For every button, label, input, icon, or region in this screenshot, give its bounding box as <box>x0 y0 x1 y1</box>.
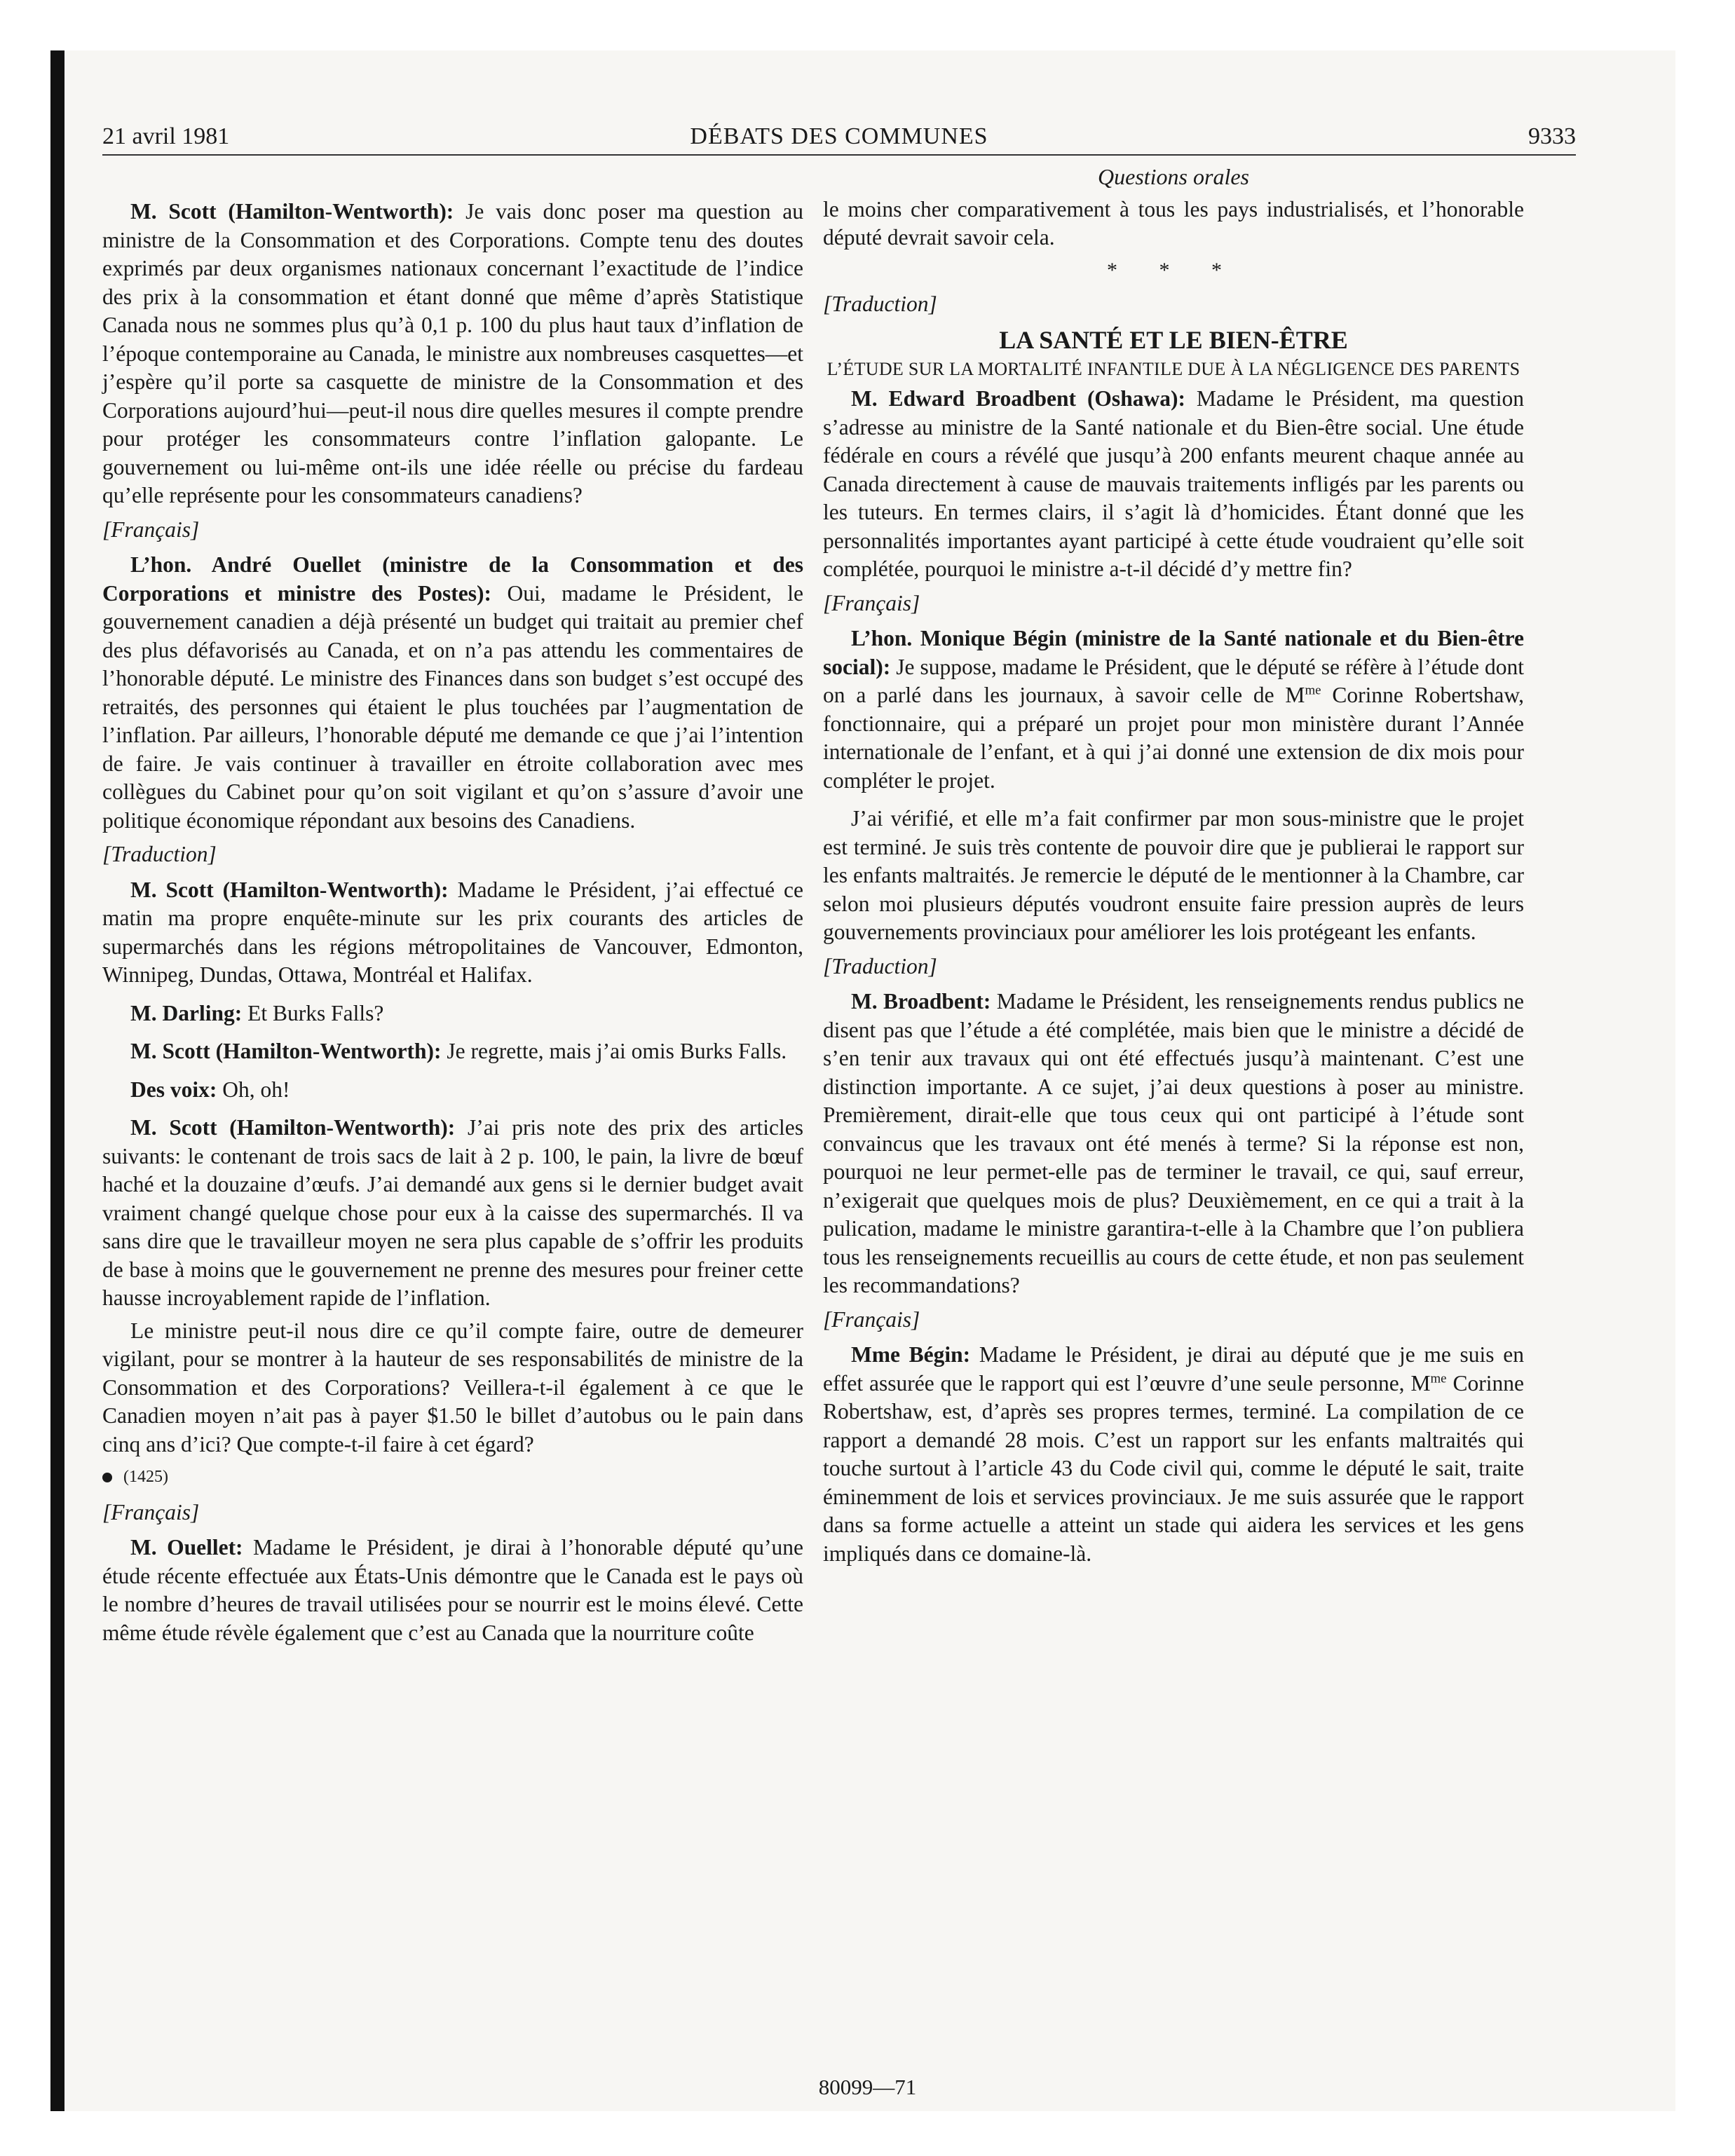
paragraph: Le ministre peut-il nous dire ce qu’il compte faire, outre de demeurer vigilant, pour se montrer à la hauteur de ses responsabilités de ministre de la Consommation et des Corporations? Veillera-t-il également à ce que le Canadien moyen n’ait pas à payer $1.50 le billet d’autobus ou le pain dans cinq ans d’ici? Que compte-t-il faire à cet égard? <box>102 1318 803 1456</box>
speaker: M. Edward Broadbent (Oshawa): <box>851 386 1185 411</box>
superscript: me <box>1430 1371 1447 1386</box>
language-tag: [Français] <box>823 590 920 615</box>
speech-text: Oh, oh! <box>217 1077 290 1102</box>
header-date: 21 avril 1981 <box>102 123 230 149</box>
speech-text: Madame le Président, j’ai effectué ce matin ma propre enquête-minute sur les prix courants des articles de supermarchés dans les régions métropolitaines de Vancouver, Edmonton, Winnipeg, Dundas, Ottawa, Montréal et Halifax. <box>102 877 803 987</box>
speaker: M. Scott (Hamilton-Wentworth): <box>130 1115 456 1140</box>
paragraph <box>102 551 803 835</box>
paragraph <box>823 385 1524 584</box>
speech-text: Madame le Président, ma question s’adresse au ministre de la Santé nationale et du Bien-être social. Une étude fédérale en cours a révélé que jusqu’à 200 enfants meurent chaque année au Canada directement à cause de mauvais traitements infligés par les parents ou les tuteurs. En termes clairs, il s’agit là d’homicides. Étant donné que les personnalités importantes ayant participé à cette étude voudraient qu’elle soit complétée, pourquoi le ministre a-t-il décidé d’y mettre fin? <box>823 386 1524 581</box>
speaker: M. Scott (Hamilton-Wentworth): <box>130 877 449 902</box>
paragraph <box>102 198 803 510</box>
section-title: LA SANTÉ ET LE BIEN-ÊTRE <box>999 325 1348 354</box>
paragraph: J’ai vérifié, et elle m’a fait confirmer par mon sous-ministre que le projet est terminé. Je suis très contente de pouvoir dire que je publierai le rapport sur les enfants maltraités. Je remercie le député de le mentionner à la Chambre, car selon moi plusieurs députés voudront ensuite faire pression auprès de leurs gouvernements provinciaux pour améliorer les lois protégeant les enfants. <box>823 806 1524 944</box>
language-tag: [Français] <box>823 1306 920 1332</box>
page-header <box>102 118 1576 156</box>
speaker: M. Scott (Hamilton-Wentworth): <box>130 1039 442 1063</box>
speaker: Mme Bégin: <box>851 1342 971 1367</box>
speech-text: J’ai pris note des prix des articles suivants: le contenant de trois sacs de lait à 2 p. 100, le pain, la livre de bœuf haché et la douzaine d’œufs. J’ai demandé aux gens si le dernier budget avait vraiment changé quelque chose pour eux à la caisse des supermarchés. Il va sans dire que le travailleur moyen ne sera plus capable de s’offrir les produits de base à moins que le gouvernement ne prenne des mesures pour freiner cette hausse incroyablement rapide de l’inflation. <box>102 1115 803 1310</box>
language-tag: [Français] <box>102 1499 200 1524</box>
left-column <box>102 198 803 1651</box>
bullet-icon <box>102 1473 112 1482</box>
paragraph <box>102 1534 803 1647</box>
page-footer-code: 80099—71 <box>818 2075 917 2099</box>
speaker: M. Broadbent: <box>851 989 991 1014</box>
speech-text: Corinne Robertshaw, fonctionnaire, qui a préparé un projet pour mon ministère durant l’Année internationale de l’enfant, et à qui j’ai donné une extension de dix mois pour compléter le projet. <box>823 683 1524 793</box>
paragraph <box>823 625 1524 795</box>
speech-text: Je vais donc poser ma question au ministre de la Consommation et des Corporations. Compte tenu des doutes exprimés par deux organismes nationaux concernant l’exactitude de l’indice des prix à la consommation et étant donné que même d’après Statistique Canada nous ne sommes plus qu’à 0,1 p. 100 du plus haut taux d’inflation de l’époque contemporaine au Canada, le ministre aux nombreuses casquettes—et j’espère qu’il porte sa casquette de ministre de la Consommation et des Corporations aujourd’hui—peut-il nous dire quelles mesures il compte prendre pour protéger les consommateurs contre l’inflation galopante. Le gouvernement ou lui-même ont-ils une idée réelle ou précise du fardeau qu’elle représente pour les consommateurs canadiens? <box>102 199 803 507</box>
header-title: DÉBATS DES COMMUNES <box>690 123 988 149</box>
time-text: (1425) <box>123 1468 168 1486</box>
speaker: M. Scott (Hamilton-Wentworth): <box>130 199 454 224</box>
language-tag: [Traduction] <box>823 292 937 316</box>
paragraph <box>102 1114 803 1313</box>
paragraph <box>823 1341 1524 1568</box>
paragraph <box>102 1076 803 1105</box>
paragraph <box>102 876 803 990</box>
speech-text: Madame le Président, je dirai au député que je me suis en effet assurée que le rapport qui est l’œuvre d’une seule personne, M <box>823 1342 1524 1396</box>
speaker: M. Ouellet: <box>130 1535 243 1560</box>
speech-text: Et Burks Falls? <box>242 1000 384 1025</box>
speech-text: Corinne Robertshaw, est, d’après ses propres termes, terminé. La compilation de ce rapport a demandé 28 mois. C’est un rapport sur les enfants maltraités qui touche surtout à l’article 43 du Code civil qui, comme le député le sait, traite éminemment de lois et services provinciaux. Je me suis assurée que le rapport dans sa forme actuelle a atteint un stade qui aidera les services et les gens impliqués dans ce domaine-là. <box>823 1370 1524 1566</box>
right-column <box>823 163 1524 1572</box>
timestamp <box>102 1463 803 1492</box>
separator-stars: * * * <box>1107 258 1240 282</box>
running-subhead: Questions orales <box>1098 164 1249 189</box>
superscript: me <box>1305 683 1321 698</box>
speech-text: Oui, madame le Président, le gouvernement canadien a déjà présenté un budget qui traitait au premier chef des plus défavorisés au Canada, et on n’a pas attendu les commentaires de l’honorable député. Le ministre des Finances dans son budget s’est occupé des retraités, des personnes qui étaient le plus touchées par l’augmentation de l’inflation. Par ailleurs, l’honorable député me demande ce que j’ai l’intention de faire. Je vais continuer à travailler en étroite collaboration avec mes collègues du Cabinet pour qu’on soit vigilant et qu’on s’assure d’avoir une politique économique répondant aux besoins des Canadiens. <box>102 580 803 833</box>
speech-text: Je suppose, madame le Président, que le député se réfère à l’étude dont on a parlé dans les journaux, à savoir celle de M <box>823 654 1524 707</box>
speech-text: Madame le Président, je dirai à l’honorable député qu’une étude récente effectuée aux États-Unis démontre que le Canada est le pays où le nombre d’heures de travail utilisées pour se nourrir est le moins élevé. Cette même étude révèle également que c’est au Canada que la nourriture coûte <box>102 1535 803 1645</box>
language-tag: [Traduction] <box>823 953 937 978</box>
speaker: L’hon. André Ouellet (ministre de la Consommation et des Corporations et ministre des Postes): <box>102 552 803 606</box>
section-subtitle: L’ÉTUDE SUR LA MORTALITÉ INFANTILE DUE À LA NÉGLIGENCE DES PARENTS <box>826 359 1520 379</box>
language-tag: [Traduction] <box>102 842 217 866</box>
paragraph <box>102 1037 803 1066</box>
speech-text: Madame le Président, les renseignements rendus publics ne disent pas que l’étude a été complétée, mais bien que le ministre a décidé de s’en tenir aux travaux qui ont été effectués jusqu’à maintenant. C’est une distinction importante. A ce sujet, j’ai deux questions à poser au ministre. Premièrement, dirait-elle que tous ceux qui ont participé à l’étude sont convaincus que les travaux ont été menés à terme? Si la réponse est non, pourquoi ne leur permet-elle pas de terminer le travail, ce qui, sauf erreur, n’exigerait que quelques mois de plus? Deuxièmement, en ce qui a trait à la pulication, madame le ministre garantira-t-elle à la Chambre que l’on publiera tous les renseignements recueillis au cours de cette étude, et non pas seulement les recommandations? <box>823 989 1525 1297</box>
paragraph <box>102 999 803 1028</box>
language-tag: [Français] <box>102 517 200 542</box>
paragraph <box>823 988 1524 1300</box>
speaker: Des voix: <box>130 1077 217 1102</box>
speaker: L’hon. Monique Bégin (ministre de la Santé nationale et du Bien-être social): <box>823 626 1524 679</box>
scan-edge-bar <box>50 50 64 2111</box>
header-page-number: 9333 <box>1528 123 1576 149</box>
speech-text: Je regrette, mais j’ai omis Burks Falls. <box>441 1039 787 1063</box>
paragraph: le moins cher comparativement à tous les pays industrialisés, et l’honorable député devrait savoir cela. <box>823 196 1524 250</box>
speaker: M. Darling: <box>130 1000 243 1025</box>
